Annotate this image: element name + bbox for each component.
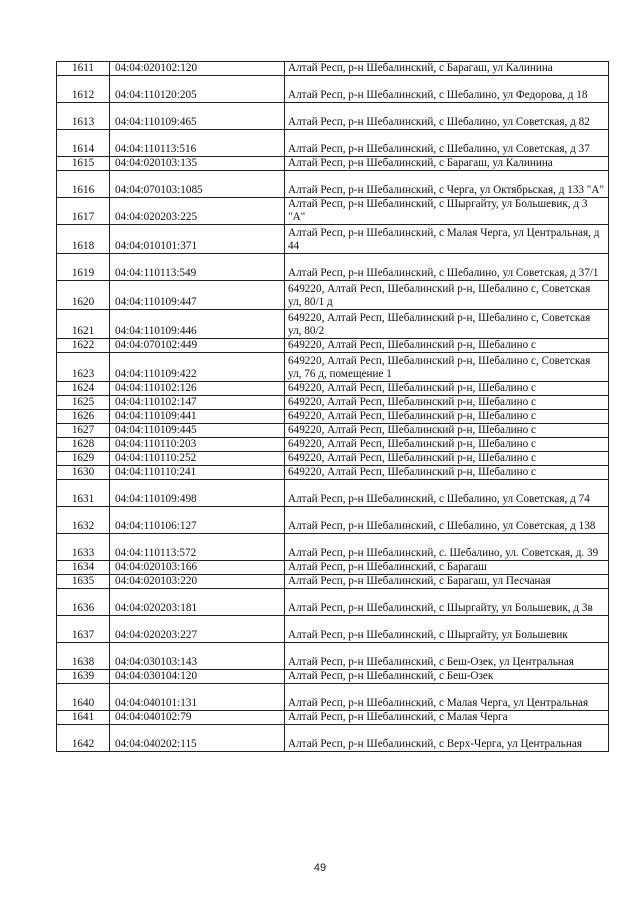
cadastral-number-cell: 04:04:020203:225 [110,198,285,225]
cadastral-number-cell: 04:04:110120:205 [110,76,285,103]
address-cell: Алтай Респ, р-н Шебалинский, с Барагаш [285,561,609,575]
cadastral-number-cell: 04:04:110109:498 [110,480,285,507]
row-number-cell: 1611 [57,62,110,76]
row-number-cell: 1639 [57,670,110,684]
address-cell: Алтай Респ, р-н Шебалинский, с Черга, ул Октябрьская, д 133 "А" [285,171,609,198]
address-cell: 649220, Алтай Респ, Шебалинский р-н, Шебалино с [285,382,609,396]
table-row [57,711,609,725]
row-number-cell: 1626 [57,410,110,424]
cadastral-number-cell: 04:04:020203:227 [110,616,285,643]
row-number-cell: 1617 [57,198,110,225]
row-number-cell: 1634 [57,561,110,575]
address-cell: Алтай Респ, р-н Шебалинский, с Шыргайту, ул Большевик [285,616,609,643]
cadastral-number-cell: 04:04:110109:465 [110,103,285,130]
table-row [57,62,609,76]
cadastral-table [56,61,609,752]
row-number-cell: 1625 [57,396,110,410]
cadastral-number-cell: 04:04:040102:79 [110,711,285,725]
address-cell: Алтай Респ, р-н Шебалинский, с Верх-Черга, ул Центральная [285,725,609,752]
cadastral-number-cell: 04:04:030103:143 [110,643,285,670]
cadastral-number-cell: 04:04:110113:516 [110,130,285,157]
table-row [57,353,609,382]
page-number: 49 [313,862,327,874]
address-cell: 649220, Алтай Респ, Шебалинский р-н, Шебалино с [285,339,609,353]
table-row [57,382,609,396]
cadastral-number-cell: 04:04:020203:181 [110,589,285,616]
table-row [57,254,609,281]
row-number-cell: 1631 [57,480,110,507]
row-number-cell: 1638 [57,643,110,670]
cadastral-number-cell: 04:04:040101:131 [110,684,285,711]
row-number-cell: 1627 [57,424,110,438]
cadastral-number-cell: 04:04:070102:449 [110,339,285,353]
table-row [57,452,609,466]
row-number-cell: 1642 [57,725,110,752]
address-cell: Алтай Респ, р-н Шебалинский, с Шебалино, ул Федорова, д 18 [285,76,609,103]
row-number-cell: 1637 [57,616,110,643]
address-cell: Алтай Респ, р-н Шебалинский, с Барагаш, ул Калинина [285,62,609,76]
cadastral-number-cell: 04:04:110109:441 [110,410,285,424]
cadastral-number-cell: 04:04:110110:252 [110,452,285,466]
address-cell: Алтай Респ, р-н Шебалинский, с. Шебалино, ул. Советская, д. 39 [285,534,609,561]
address-cell: 649220, Алтай Респ, Шебалинский р-н, Шебалино с [285,396,609,410]
row-number-cell: 1624 [57,382,110,396]
cadastral-number-cell: 04:04:110113:572 [110,534,285,561]
row-number-cell: 1636 [57,589,110,616]
row-number-cell: 1613 [57,103,110,130]
table-row [57,589,609,616]
address-cell: Алтай Респ, р-н Шебалинский, с Шебалино, ул Советская, д 74 [285,480,609,507]
row-number-cell: 1641 [57,711,110,725]
address-cell: 649220, Алтай Респ, Шебалинский р-н, Шебалино с [285,424,609,438]
row-number-cell: 1629 [57,452,110,466]
cadastral-number-cell: 04:04:040202:115 [110,725,285,752]
cadastral-number-cell: 04:04:020103:220 [110,575,285,589]
address-cell: Алтай Респ, р-н Шебалинский, с Малая Черга, ул Центральная [285,684,609,711]
cadastral-number-cell: 04:04:070103:1085 [110,171,285,198]
address-cell: 649220, Алтай Респ, Шебалинский р-н, Шебалино с, Советская ул, 80/1 д [285,281,609,310]
table-row [57,561,609,575]
table-row [57,198,609,225]
row-number-cell: 1630 [57,466,110,480]
table-row [57,171,609,198]
address-cell: 649220, Алтай Респ, Шебалинский р-н, Шебалино с [285,452,609,466]
table-row [57,643,609,670]
address-cell: Алтай Респ, р-н Шебалинский, с Шебалино, ул Советская, д 37 [285,130,609,157]
row-number-cell: 1614 [57,130,110,157]
table-row [57,76,609,103]
row-number-cell: 1620 [57,281,110,310]
cadastral-number-cell: 04:04:110102:126 [110,382,285,396]
table-row [57,103,609,130]
row-number-cell: 1612 [57,76,110,103]
table-row [57,466,609,480]
table-row [57,339,609,353]
table-row [57,725,609,752]
table-row [57,670,609,684]
cadastral-number-cell: 04:04:110106:127 [110,507,285,534]
table-row [57,130,609,157]
row-number-cell: 1635 [57,575,110,589]
address-cell: Алтай Респ, р-н Шебалинский, с Шебалино, ул Советская, д 37/1 [285,254,609,281]
row-number-cell: 1632 [57,507,110,534]
table-row [57,410,609,424]
row-number-cell: 1622 [57,339,110,353]
table-row [57,225,609,254]
table-row [57,507,609,534]
row-number-cell: 1640 [57,684,110,711]
row-number-cell: 1628 [57,438,110,452]
cadastral-number-cell: 04:04:110113:549 [110,254,285,281]
address-cell: Алтай Респ, р-н Шебалинский, с Беш-Озек [285,670,609,684]
table-row [57,684,609,711]
row-number-cell: 1616 [57,171,110,198]
row-number-cell: 1615 [57,157,110,171]
table-row [57,438,609,452]
row-number-cell: 1621 [57,310,110,339]
cadastral-number-cell: 04:04:110109:445 [110,424,285,438]
address-cell: Алтай Респ, р-н Шебалинский, с Барагаш, ул Песчаная [285,575,609,589]
cadastral-number-cell: 04:04:110109:446 [110,310,285,339]
table-row [57,281,609,310]
address-cell: Алтай Респ, р-н Шебалинский, с Шыргайту, ул Большевик, д 3в [285,589,609,616]
address-cell: Алтай Респ, р-н Шебалинский, с Малая Черга, ул Центральная, д 44 [285,225,609,254]
address-cell: 649220, Алтай Респ, Шебалинский р-н, Шебалино с, Советская ул, 76 д, помещение 1 [285,353,609,382]
table-row [57,534,609,561]
cadastral-number-cell: 04:04:020103:166 [110,561,285,575]
table-row [57,616,609,643]
table-row [57,480,609,507]
cadastral-number-cell: 04:04:020103:135 [110,157,285,171]
row-number-cell: 1623 [57,353,110,382]
address-cell: 649220, Алтай Респ, Шебалинский р-н, Шебалино с [285,438,609,452]
cadastral-number-cell: 04:04:030104:120 [110,670,285,684]
address-cell: Алтай Респ, р-н Шебалинский, с Малая Черга [285,711,609,725]
table-body [57,62,609,752]
cadastral-number-cell: 04:04:110110:241 [110,466,285,480]
table-row [57,310,609,339]
table-row [57,424,609,438]
cadastral-number-cell: 04:04:110109:422 [110,353,285,382]
table-row [57,575,609,589]
address-cell: Алтай Респ, р-н Шебалинский, с Беш-Озек, ул Центральная [285,643,609,670]
address-cell: 649220, Алтай Респ, Шебалинский р-н, Шебалино с [285,466,609,480]
address-cell: Алтай Респ, р-н Шебалинский, с Шебалино, ул Советская, д 82 [285,103,609,130]
address-cell: Алтай Респ, р-н Шебалинский, с Шыргайту, ул Большевик, д 3 "А" [285,198,609,225]
cadastral-number-cell: 04:04:110109:447 [110,281,285,310]
address-cell: 649220, Алтай Респ, Шебалинский р-н, Шебалино с [285,410,609,424]
cadastral-number-cell: 04:04:010101:371 [110,225,285,254]
row-number-cell: 1619 [57,254,110,281]
table-row [57,157,609,171]
row-number-cell: 1633 [57,534,110,561]
cadastral-number-cell: 04:04:020102:120 [110,62,285,76]
address-cell: 649220, Алтай Респ, Шебалинский р-н, Шебалино с, Советская ул, 80/2 [285,310,609,339]
table-row [57,396,609,410]
row-number-cell: 1618 [57,225,110,254]
cadastral-number-cell: 04:04:110102:147 [110,396,285,410]
address-cell: Алтай Респ, р-н Шебалинский, с Барагаш, ул Калинина [285,157,609,171]
address-cell: Алтай Респ, р-н Шебалинский, с Шебалино, ул Советская, д 138 [285,507,609,534]
cadastral-number-cell: 04:04:110110:203 [110,438,285,452]
